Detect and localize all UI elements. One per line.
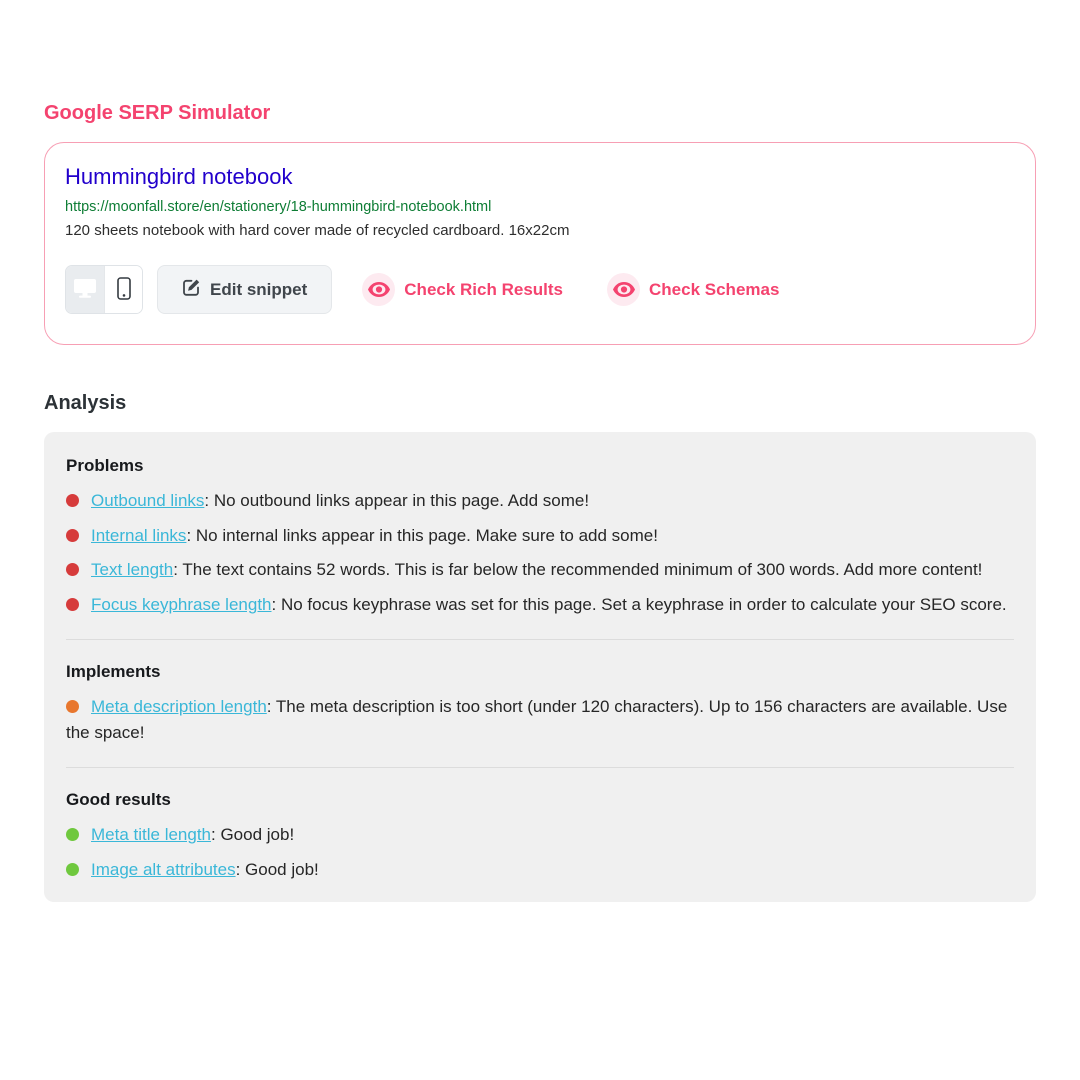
status-dot-icon [66, 598, 79, 611]
item-link[interactable]: Focus keyphrase length [91, 594, 272, 614]
analysis-section [66, 456, 1014, 617]
eye-icon [362, 273, 395, 306]
item-link[interactable]: Internal links [91, 525, 187, 545]
check-rich-results-button[interactable] [362, 273, 563, 306]
mobile-toggle-button[interactable] [104, 266, 142, 313]
check-schemas-button[interactable] [607, 273, 779, 306]
eye-icon [607, 273, 640, 306]
item-text: : The text contains 52 words. This is far below the recommended minimum of 300 words. Add more content! [173, 560, 983, 579]
section-items [66, 822, 1014, 882]
item-link[interactable]: Meta description length [91, 697, 267, 716]
item-text: : No outbound links appear in this page. Add some! [204, 491, 590, 510]
edit-icon [182, 278, 201, 302]
item-link[interactable]: Image alt attributes [91, 859, 236, 879]
analysis-item [66, 592, 1014, 618]
status-dot-icon [66, 529, 79, 542]
item-text: : Good job! [235, 859, 319, 879]
serp-actions-toolbar [65, 265, 1015, 314]
item-text: : No internal links appear in this page. Make sure to add some! [186, 525, 658, 545]
analysis-item [66, 488, 1014, 514]
analysis-sections [66, 456, 1014, 882]
desktop-toggle-button[interactable] [66, 266, 104, 313]
mobile-icon [117, 277, 131, 303]
analysis-item [66, 523, 1014, 549]
edit-snippet-button[interactable] [157, 265, 332, 314]
item-link[interactable]: Text length [91, 560, 174, 579]
item-text: : The meta description is too short (under 120 characters). Up to 156 characters are available. Use the space! [66, 697, 1008, 742]
edit-snippet-label: Edit snippet [210, 279, 308, 299]
item-link[interactable]: Outbound links [91, 491, 205, 510]
device-preview-toggle [65, 265, 143, 314]
check-rich-results-label: Check Rich Results [404, 279, 564, 299]
section-heading: Good results [66, 790, 171, 809]
serp-result-description: 120 sheets notebook with hard cover made of recycled cardboard. 16x22cm [65, 222, 570, 239]
analysis-heading: Analysis [44, 392, 127, 414]
check-schemas-label: Check Schemas [649, 279, 780, 299]
section-heading: Implements [66, 662, 161, 681]
status-dot-icon [66, 863, 79, 876]
analysis-item [66, 694, 1014, 745]
section-items [66, 694, 1014, 745]
desktop-icon [73, 278, 97, 301]
item-text: : No focus keyphrase was set for this page. Set a keyphrase in order to calculate your SEO score. [271, 594, 1007, 614]
analysis-panel [44, 432, 1036, 902]
item-text: : Good job! [211, 825, 295, 844]
analysis-item [66, 857, 1014, 883]
status-dot-icon [66, 494, 79, 507]
section-heading: Problems [66, 456, 144, 475]
analysis-item [66, 822, 1014, 848]
status-dot-icon [66, 563, 79, 576]
analysis-section [66, 639, 1014, 745]
serp-result-title[interactable]: Hummingbird notebook [65, 164, 293, 189]
serp-result-url: https://moonfall.store/en/stationery/18-hummingbird-notebook.html [65, 199, 492, 215]
serp-preview-card [44, 142, 1036, 345]
status-dot-icon [66, 700, 79, 713]
section-items [66, 488, 1014, 617]
analysis-item [66, 557, 1014, 583]
status-dot-icon [66, 828, 79, 841]
analysis-section [66, 767, 1014, 882]
item-link[interactable]: Meta title length [91, 825, 212, 844]
page-title: Google SERP Simulator [44, 102, 271, 124]
